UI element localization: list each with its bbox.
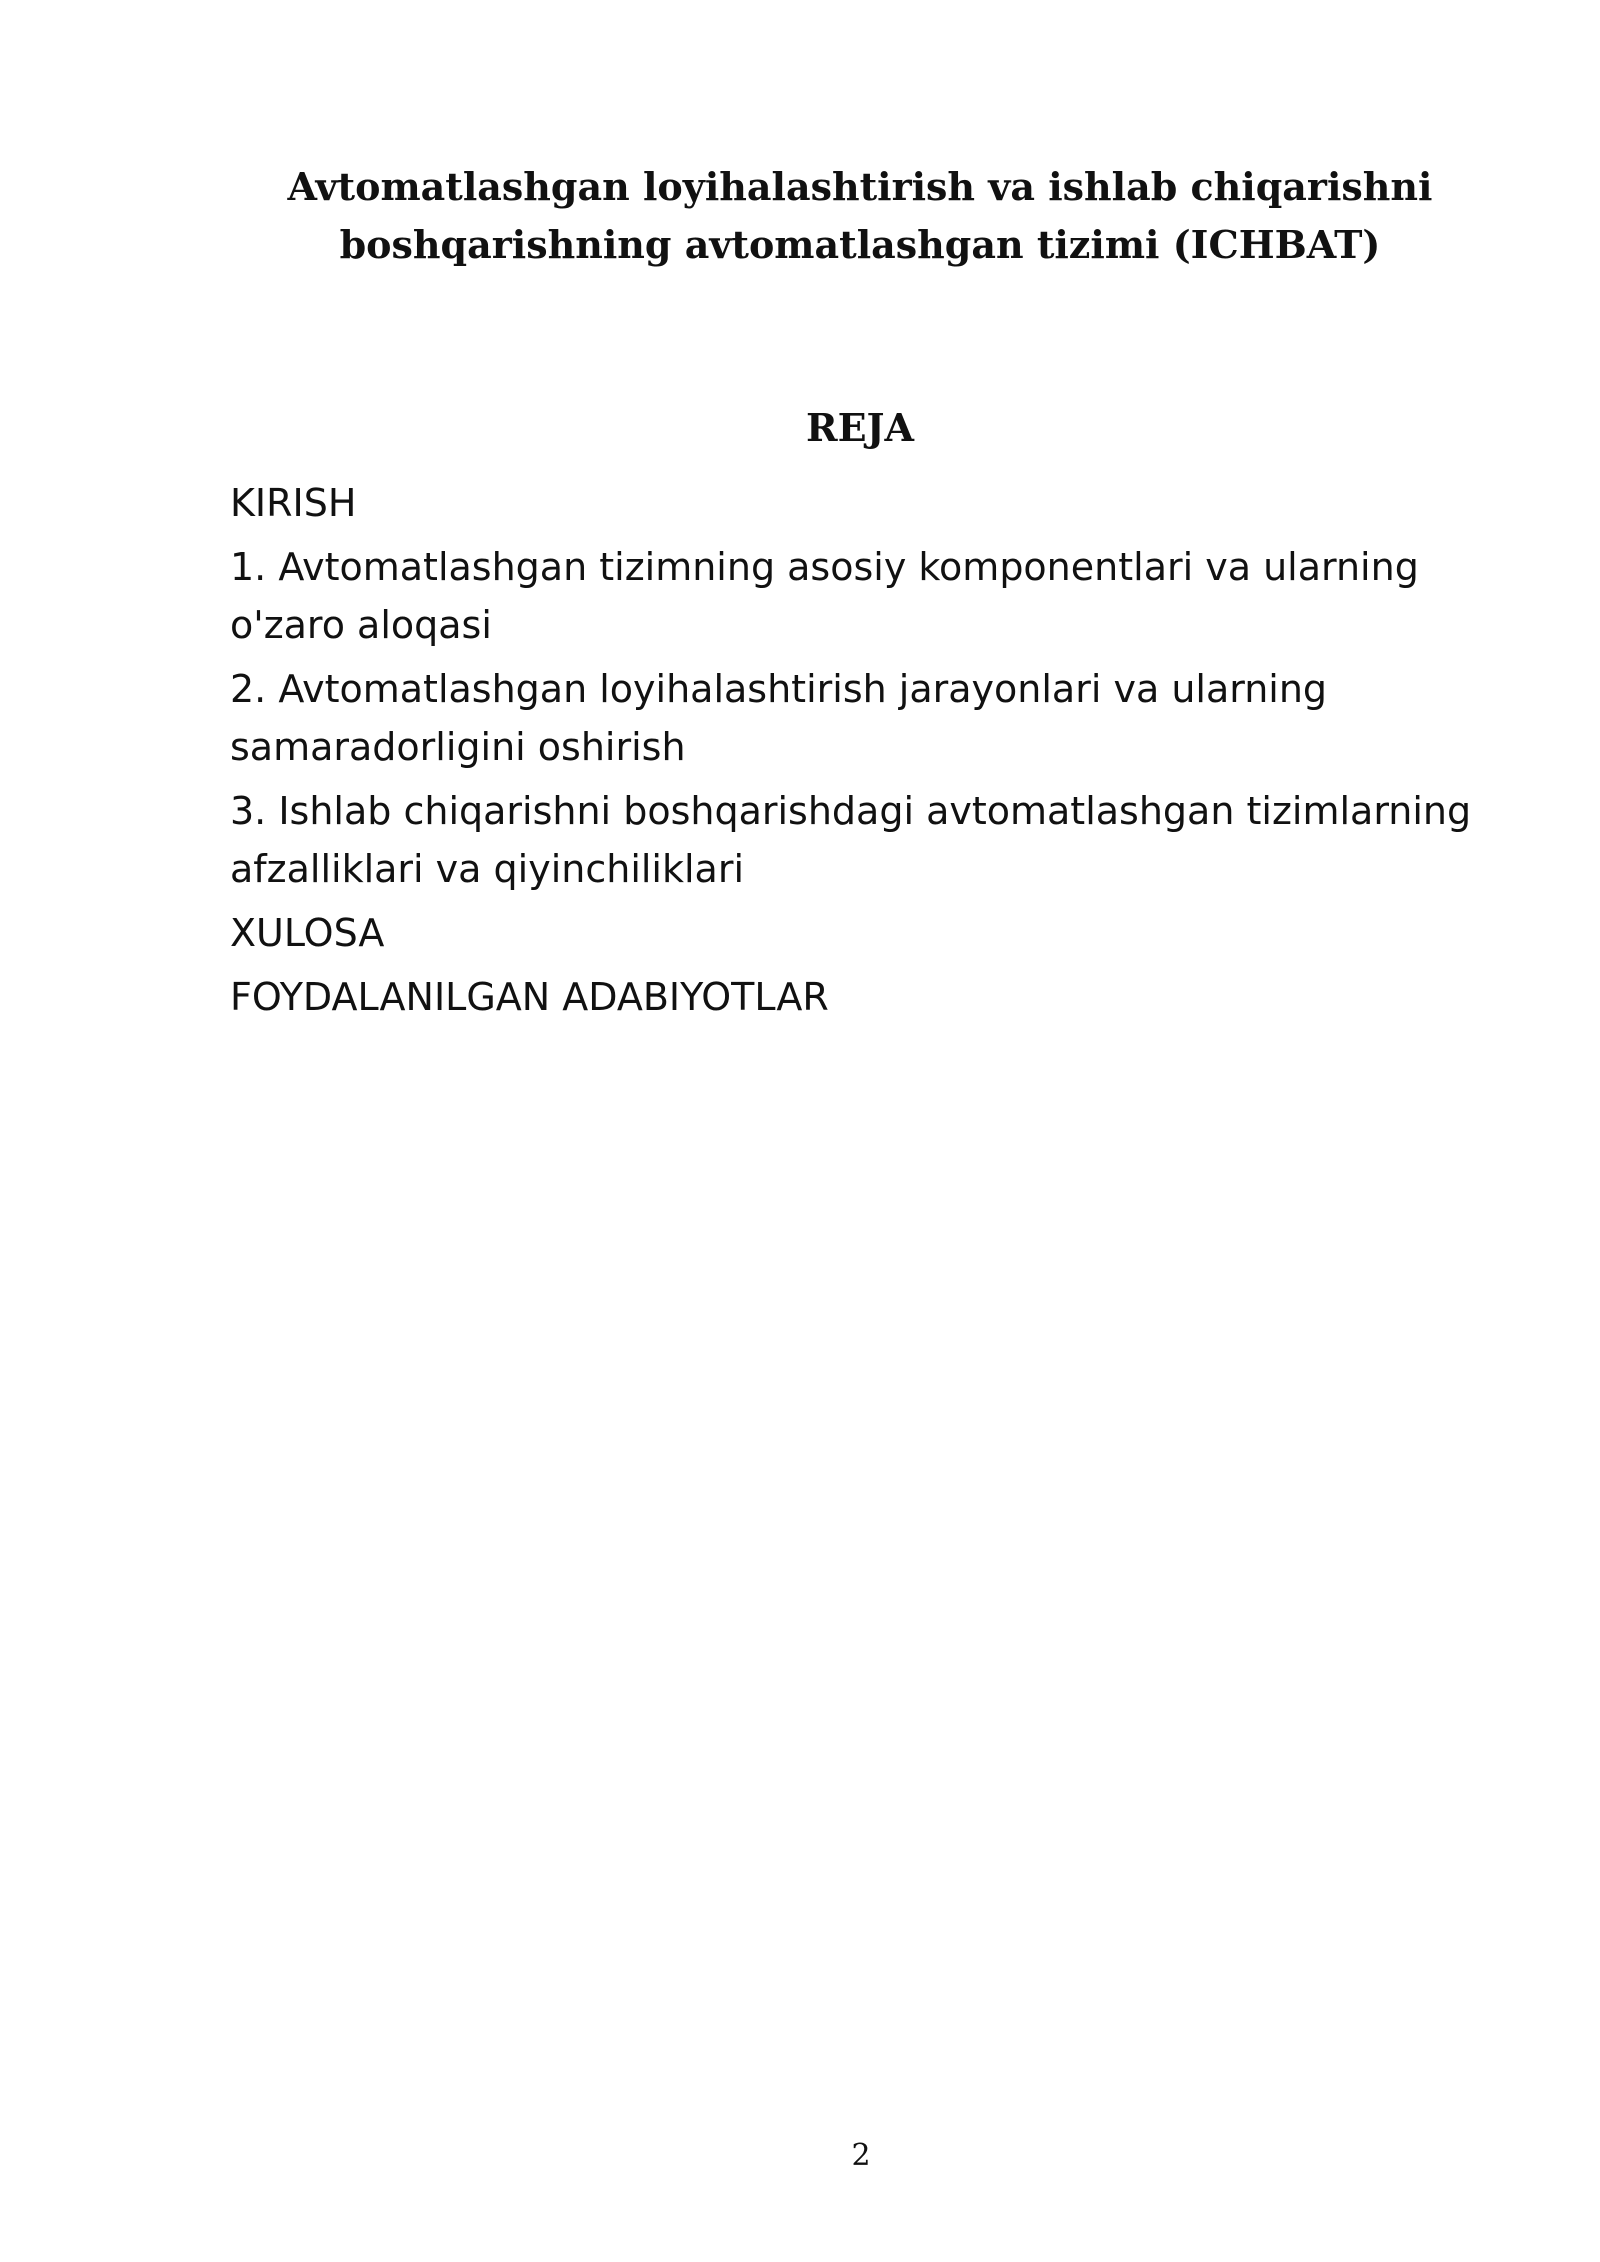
plan-item-references	[230, 968, 1520, 1026]
plan-item-line: 2. Avtomatlashgan loyihalashtirish jarayonlari va ularning	[230, 667, 1328, 711]
document-title	[230, 158, 1490, 274]
plan-item-line: FOYDALANILGAN ADABIYOTLAR	[230, 975, 829, 1019]
plan-item-line: samaradorligini oshirish	[230, 725, 686, 769]
document-title-line-2: boshqarishning avtomatlashgan tizimi (ICHBAT)	[339, 222, 1381, 267]
plan-item-line: afzalliklari va qiyinchiliklari	[230, 847, 745, 891]
plan-item-1	[230, 538, 1520, 654]
plan-item-line: KIRISH	[230, 481, 357, 525]
page-number: 2	[851, 2138, 871, 2173]
document-title-line-1: Avtomatlashgan loyihalashtirish va ishlab chiqarishni	[287, 164, 1433, 209]
plan-item-line: o'zaro aloqasi	[230, 603, 492, 647]
plan-item-line: XULOSA	[230, 911, 385, 955]
plan-item-introduction	[230, 474, 1520, 532]
plan-item-3	[230, 782, 1520, 898]
plan-heading: REJA	[805, 405, 914, 450]
plan-item-2	[230, 660, 1520, 776]
plan-item-line: 1. Avtomatlashgan tizimning asosiy komponentlari va ularning	[230, 545, 1419, 589]
plan-item-conclusion	[230, 904, 1520, 962]
plan-list	[230, 474, 1520, 1032]
plan-item-line: 3. Ishlab chiqarishni boshqarishdagi avtomatlashgan tizimlarning	[230, 789, 1472, 833]
